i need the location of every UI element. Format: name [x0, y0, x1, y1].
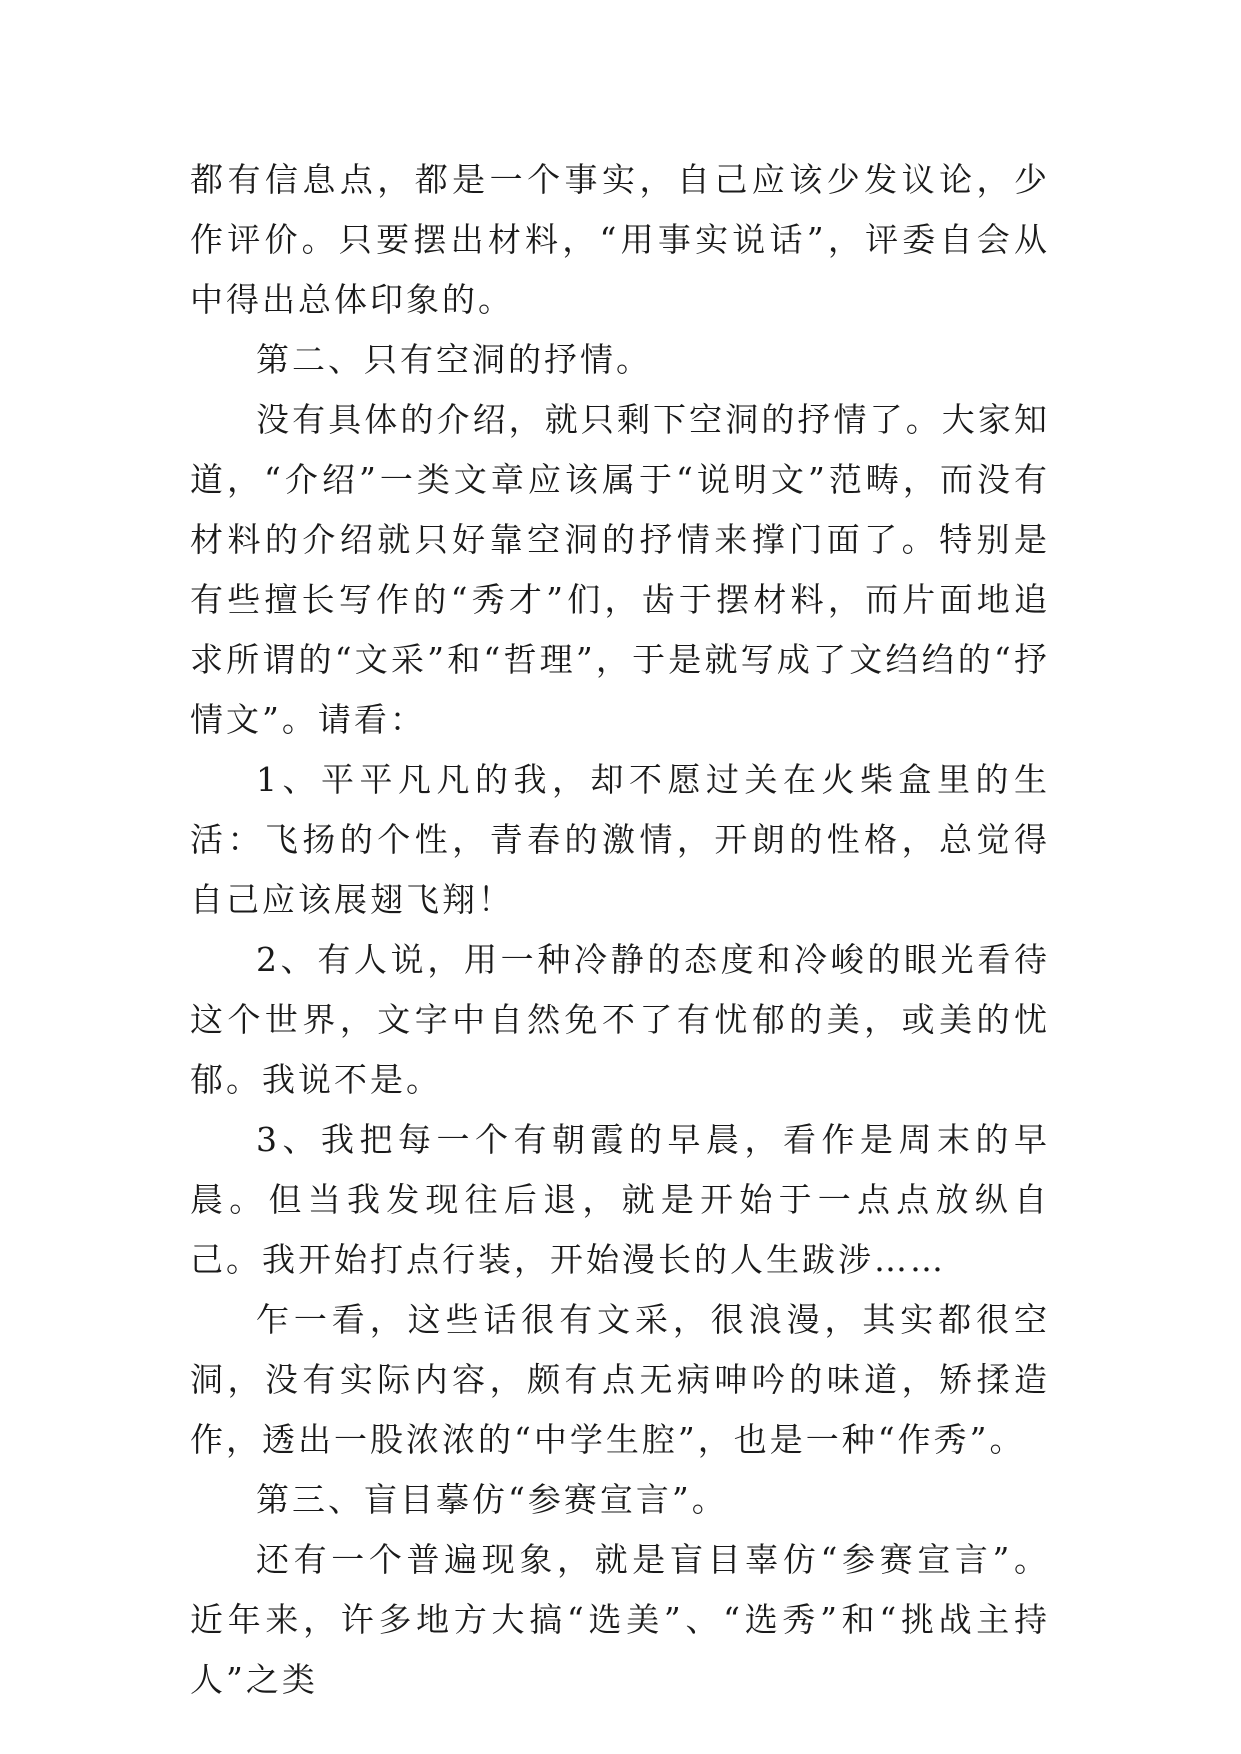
section-heading-2: 第二、只有空洞的抒情。 — [256, 340, 652, 379]
paragraph: 没有具体的介绍，就只剩下空洞的抒情了。大家知道，“介绍”一类文章应该属于“说明文”范畴，而没有材料的介绍就只好靠空洞的抒情来撑门面了。特别是有些擅长写作的“秀才”们，齿于摆材料，而片面地追求所谓的“文采”和“哲理”，于是就写成了文绉绉的“抒情文”。请看： — [190, 400, 1050, 739]
paragraph: 还有一个普遍现象，就是盲目辜仿“参赛宣言”。近年来，许多地方大搞“选美”、“选秀”和“挑战主持人”之类 — [190, 1540, 1050, 1699]
section-heading-3: 第三、盲目摹仿“参赛宣言”。 — [256, 1480, 728, 1519]
example-1: 1、平平凡凡的我，却不愿过关在火柴盒里的生活：飞扬的个性，青春的激情，开朗的性格，总觉得自己应该展翅飞翔！ — [190, 760, 1050, 919]
paragraph-continuation: 都有信息点，都是一个事实，自己应该少发议论，少作评价。只要摆出材料，“用事实说话”，评委自会从中得出总体印象的。 — [190, 160, 1050, 319]
example-3: 3、我把每一个有朝霞的早晨，看作是周末的早晨。但当我发现往后退，就是开始于一点点放纵自己。我开始打点行装，开始漫长的人生跋涉…… — [190, 1120, 1050, 1279]
example-2: 2、有人说，用一种冷静的态度和冷峻的眼光看待这个世界，文字中自然免不了有忧郁的美，或美的忧郁。我说不是。 — [190, 940, 1050, 1099]
paragraph: 乍一看，这些话很有文采，很浪漫，其实都很空洞，没有实际内容，颇有点无病呻吟的味道，矫揉造作，透出一股浓浓的“中学生腔”，也是一种“作秀”。 — [190, 1300, 1050, 1459]
document-body — [190, 150, 1050, 1710]
